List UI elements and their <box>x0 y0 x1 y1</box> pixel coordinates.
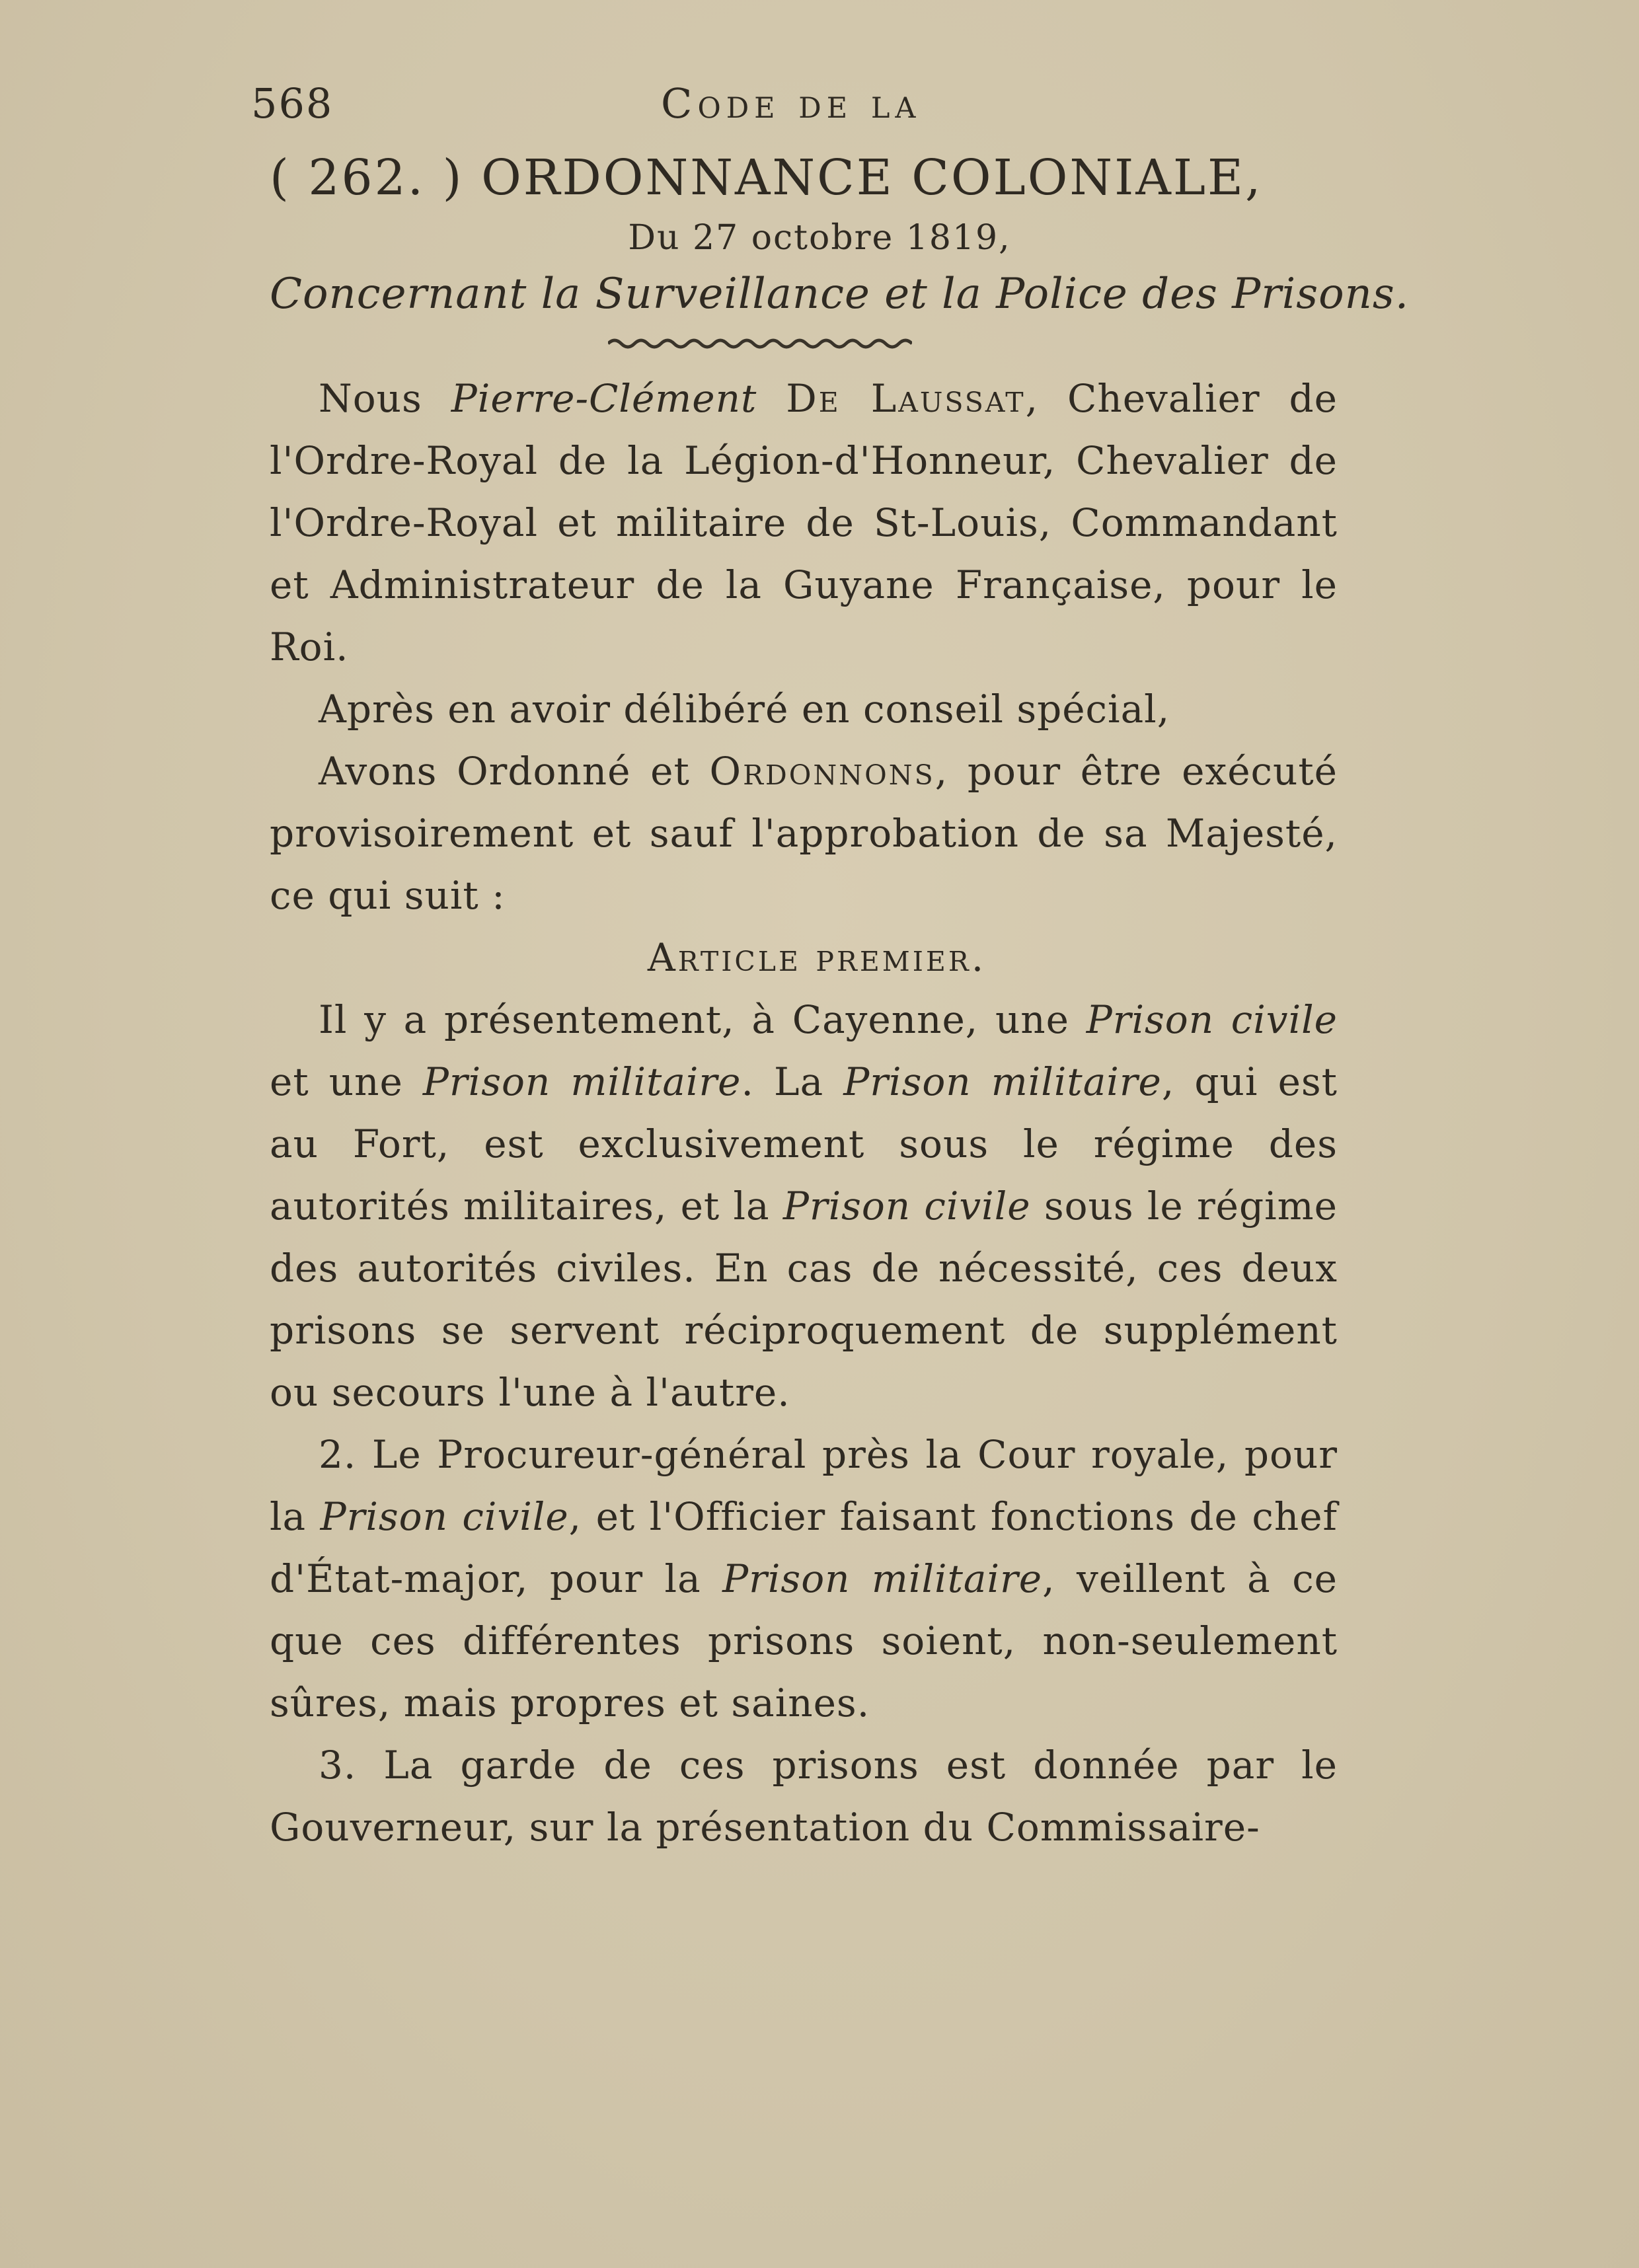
article-text: , veillent à ce que ces différentes prisons soient, non-seulement sûres, mais propres et saines. <box>270 1556 1338 1725</box>
article-italic: Prison militaire <box>843 1059 1162 1104</box>
article-text: et une <box>270 1059 423 1104</box>
preamble-paragraph <box>270 367 1338 678</box>
article-heading: Article premier. <box>647 935 987 980</box>
governor-surname: De Laussat <box>786 376 1026 421</box>
enacting-paragraph <box>270 740 1338 926</box>
article-3: 3. La garde de ces prisons est donnée par le Gouverneur, sur la présentation du Commissaire- <box>270 1743 1338 1850</box>
preamble-text: Nous <box>319 376 451 421</box>
article-italic: Prison militaire <box>722 1556 1043 1601</box>
article-text: sous le régime des autorités civiles. En cas de nécessité, ces deux prisons se servent réciproquement de supplément ou secours l'une à l'autre. <box>270 1184 1338 1415</box>
article-2 <box>270 1423 1338 1734</box>
article-text: , et l'Officier faisant fonctions de chef d'État-major, pour la <box>270 1494 1338 1601</box>
article-1 <box>270 989 1338 1423</box>
ornamental-rule-icon <box>608 336 912 352</box>
article-italic: Prison civile <box>782 1184 1031 1228</box>
article-text: . La <box>741 1059 844 1104</box>
article-text: Il y a présentement, à Cayenne, une <box>319 997 1086 1042</box>
preamble-text: , Chevalier de l'Ordre-Royal de la Légion-d'Honneur, Chevalier de l'Ordre-Royal et militaire de St-Louis, Commandant et Administrateur de la Guyane Française, pour le Roi. <box>270 376 1338 669</box>
running-head <box>251 79 1124 139</box>
deliberation-paragraph: Après en avoir délibéré en conseil spécial, <box>319 687 1170 732</box>
article-text: 2. Le Procureur-général près la Cour royale, pour la <box>270 1432 1338 1539</box>
page-number: 568 <box>251 79 334 128</box>
article-italic: Prison civile <box>1086 997 1338 1042</box>
ordinance-date: Du 27 octobre 1819, <box>628 218 1011 258</box>
ordinance-title: ( 262. ) ORDONNANCE COLONIALE, <box>270 149 1263 206</box>
governor-given-name: Pierre-Clément <box>451 376 757 421</box>
ordonnons-word: Ordonnons <box>709 749 935 794</box>
body-text <box>270 367 1338 1858</box>
enacting-text: , pour être exécuté provisoirement et sauf l'approbation de sa Majesté, ce qui suit : <box>270 749 1338 918</box>
running-title: Code de la <box>661 79 921 128</box>
article-text: , qui est au Fort, est exclusivement sous le régime des autorités militaires, et la <box>270 1059 1338 1228</box>
preamble-text <box>757 376 786 421</box>
ordinance-subject: Concernant la Surveillance et la Police des Prisons. <box>270 270 1410 319</box>
article-italic: Prison militaire <box>422 1059 742 1104</box>
article-italic: Prison civile <box>320 1494 569 1539</box>
enacting-text: Avons Ordonné et <box>319 749 710 794</box>
